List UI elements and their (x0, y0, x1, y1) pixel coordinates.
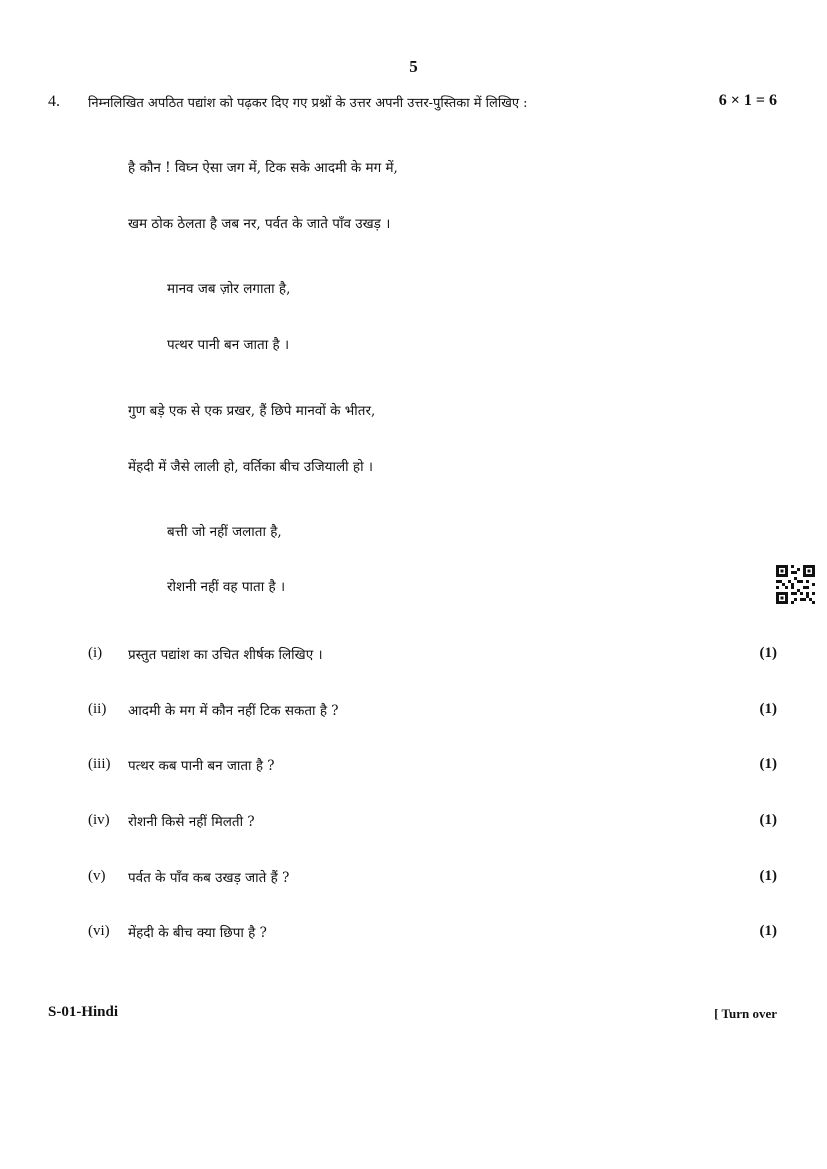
question-number: 4. (48, 93, 60, 110)
qr-code-icon (776, 565, 815, 604)
turn-over-note: [ Turn over (714, 1006, 777, 1021)
subquestion-number: (iv) (88, 812, 110, 828)
subquestion-number: (ii) (88, 701, 107, 717)
subquestion-mark: (1) (759, 645, 777, 661)
subquestion-number: (vi) (88, 923, 110, 939)
subquestion-number: (iii) (88, 756, 111, 772)
subquestion-mark: (1) (759, 701, 777, 717)
subquestion-mark: (1) (759, 756, 777, 772)
poem-line: पत्थर पानी बन जाता है । (167, 337, 290, 353)
subquestion-mark: (1) (759, 923, 777, 939)
subquestion-text: मेंहदी के बीच क्या छिपा है ? (128, 925, 267, 941)
poem-line: गुण बड़े एक से एक प्रखर, हैं छिपे मानवों के भीतर, (128, 403, 376, 419)
poem-line: है कौन ! विघ्न ऐसा जग में, टिक सके आदमी के मग में, (128, 160, 398, 176)
subquestion-text: प्रस्तुत पद्यांश का उचित शीर्षक लिखिए । (128, 647, 323, 663)
subquestion-text: पर्वत के पाँव कब उखड़ जाते हैं ? (128, 870, 290, 886)
subquestion-number: (v) (88, 868, 106, 884)
poem-line: बत्ती जो नहीं जलाता है, (167, 524, 282, 540)
subquestion-text: आदमी के मग में कौन नहीं टिक सकता है ? (128, 703, 339, 719)
poem-line: रोशनी नहीं वह पाता है । (167, 579, 286, 595)
subquestion-text: रोशनी किसे नहीं मिलती ? (128, 814, 255, 830)
subquestion-number: (i) (88, 645, 103, 661)
page-number: 5 (409, 57, 418, 76)
subquestion-mark: (1) (759, 868, 777, 884)
question-instruction: निम्नलिखित अपठित पद्यांश को पढ़कर दिए गए प्रश्नों के उत्तर अपनी उत्तर-पुस्तिका में लिखिए : (88, 96, 528, 111)
poem-line: मानव जब ज़ोर लगाता है, (167, 281, 291, 297)
subquestion-text: पत्थर कब पानी बन जाता है ? (128, 758, 275, 774)
poem-line: खम ठोक ठेलता है जब नर, पर्वत के जाते पाँव उखड़ । (128, 216, 391, 232)
question-marks: 6 × 1 = 6 (718, 92, 777, 109)
subquestion-mark: (1) (759, 812, 777, 828)
poem-line: मेंहदी में जैसे लाली हो, वर्तिका बीच उजियाली हो । (128, 459, 374, 475)
paper-code: S-01-Hindi (48, 1004, 119, 1020)
